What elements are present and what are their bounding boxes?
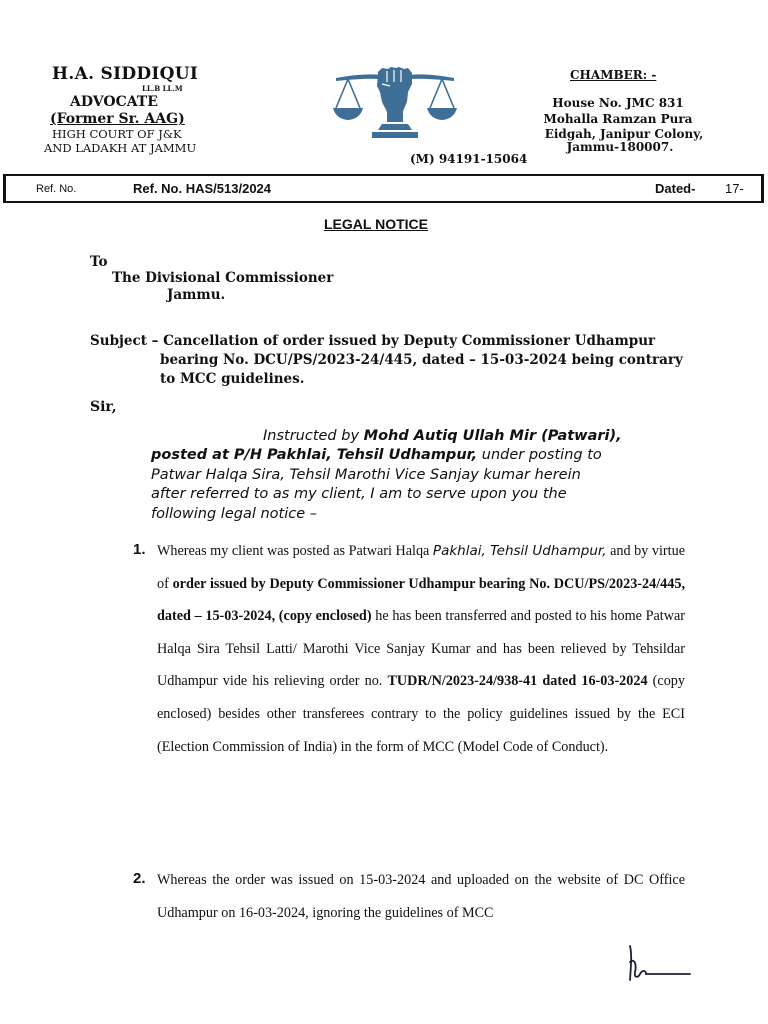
mobile-number: (M) 94191-15064 — [410, 152, 528, 166]
para-text: (copy enclosed) besides other transferees contrary to the policy guidelines issued by the ECI (Election Commission of India) in the form of MCC (Model Code of Conduct). — [157, 673, 685, 755]
recipient-title: The Divisional Commissioner — [112, 270, 334, 286]
intro-line-4: after referred to as my client, I am to serve upon you the — [151, 486, 567, 502]
subject-line-3: to MCC guidelines. — [160, 371, 305, 387]
address-line-1: House No. JMC 831 — [552, 96, 684, 110]
subject-line-1: Subject – Cancellation of order issued by Deputy Commissioner Udhampur — [90, 333, 656, 349]
para-text: and by virtue of — [157, 543, 685, 592]
address-line-2: Mohalla Ramzan Pura — [543, 112, 693, 126]
client-name: Mohd Autiq Ullah Mir (Patwari), — [363, 428, 622, 444]
para-place: Pakhlai, Tehsil Udhampur, — [432, 543, 607, 559]
paragraph-number-1: 1. — [133, 541, 146, 558]
intro-line-1 — [263, 427, 622, 447]
salutation: Sir, — [90, 399, 117, 415]
recipient-place: Jammu. — [167, 287, 226, 303]
para-text: he has been transferred and posted to his home Patwar Halqa Sira Tehsil Latti/ Marothi Vice Sanjay Kumar and has been relieved by Tehsildar Udhampur vide his relieving order no. — [157, 608, 685, 690]
intro-text: under posting to — [477, 447, 602, 463]
advocate-title: ADVOCATE — [70, 94, 158, 110]
to-label: To — [90, 254, 108, 270]
advocate-former-post: (Former Sr. AAG) — [50, 111, 185, 127]
address-line-3: Eidgah, Janipur Colony, — [544, 127, 704, 141]
subject-line-2: bearing No. DCU/PS/2023-24/445, dated – 15-03-2024 being contrary — [160, 352, 683, 368]
paragraph-1 — [157, 535, 685, 763]
para-relieving-ref: TUDR/N/2023-24/938-41 dated 16-03-2024 — [387, 673, 648, 690]
advocate-degrees: LL.B LL.M — [142, 84, 183, 93]
para-order-ref: order issued by Deputy Commissioner Udhampur bearing No. DCU/PS/2023-24/445, dated – 15-03-2024, (copy enclosed) — [157, 575, 685, 625]
chamber-label: CHAMBER: - — [570, 68, 657, 82]
reference-bar — [3, 174, 764, 203]
client-posting: posted at P/H Pakhlai, Tehsil Udhampur, — [151, 447, 478, 463]
para-text: Whereas my client was posted as Patwari Halqa — [157, 543, 433, 559]
reference-number: Ref. No. HAS/513/2024 — [133, 181, 272, 196]
intro-line-3: Patwar Halqa Sira, Tehsil Marothi Vice Sanjay kumar herein — [151, 467, 581, 483]
intro-line-2 — [151, 446, 602, 466]
intro-line-5: following legal notice – — [151, 506, 317, 522]
subject-block — [90, 332, 686, 389]
signature — [622, 940, 694, 988]
dated-label: Dated- — [655, 181, 696, 196]
dated-value: 17- — [725, 181, 744, 196]
notice-heading: LEGAL NOTICE — [324, 216, 428, 232]
intro-text: Instructed by — [263, 428, 364, 444]
scales-of-justice-fist-icon — [330, 64, 460, 140]
paragraph-2: Whereas the order was issued on 15-03-2024 and uploaded on the website of DC Office Udhampur on 16-03-2024, ignoring the guidelines of MCC — [157, 872, 685, 921]
ref-label: Ref. No. — [36, 183, 77, 195]
court-line-1: HIGH COURT OF J&K — [52, 127, 182, 141]
advocate-name: H.A. SIDDIQUI — [52, 64, 199, 84]
address-line-4: Jammu-180007. — [566, 140, 674, 154]
paragraph-number-2: 2. — [133, 870, 146, 887]
court-line-2: AND LADAKH AT JAMMU — [44, 141, 197, 155]
